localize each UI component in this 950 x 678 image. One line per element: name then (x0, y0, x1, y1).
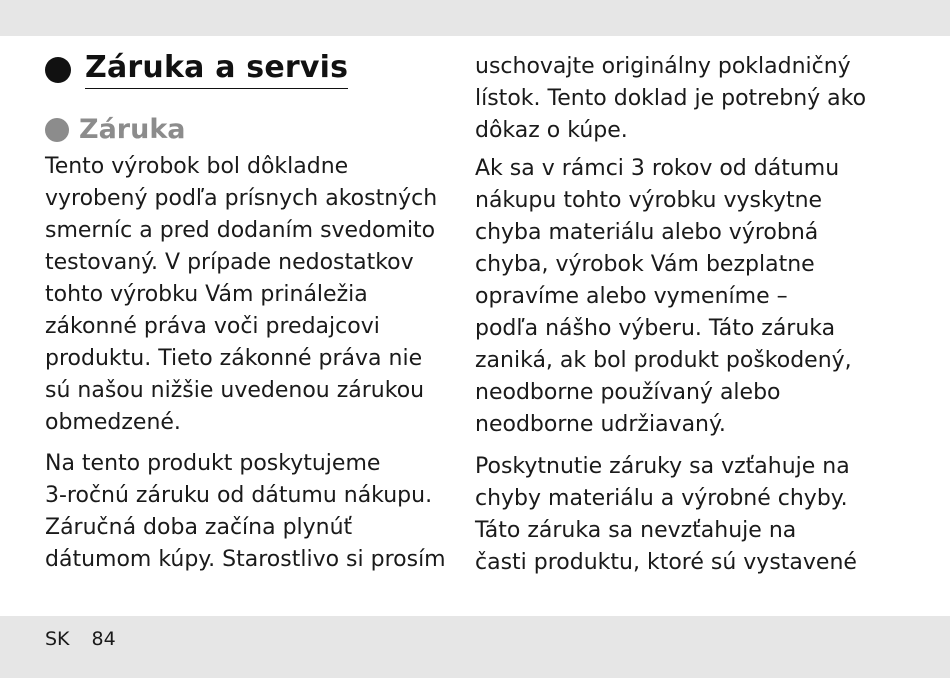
footer-language: SK (45, 628, 70, 650)
section-title: Záruka a servis (85, 50, 348, 89)
right-paragraph-2 (475, 153, 852, 441)
section-heading (45, 50, 348, 89)
left-paragraph-1 (45, 151, 437, 439)
text-line: opravíme alebo vymeníme – (475, 284, 788, 309)
text-line: obmedzené. (45, 410, 181, 435)
text-line: chyby materiálu a výrobné chyby. (475, 486, 848, 511)
left-paragraph-2 (45, 448, 446, 576)
text-line: podľa nášho výberu. Táto záruka (475, 316, 836, 341)
text-line: sú našou nižšie uvedenou zárukou (45, 378, 425, 403)
right-paragraph-1 (475, 51, 866, 147)
text-line: Ak sa v rámci 3 rokov od dátumu (475, 156, 840, 181)
subheading-bullet-icon (45, 118, 69, 142)
text-line: testovaný. V prípade nedostatkov (45, 250, 414, 275)
right-paragraph-3 (475, 451, 857, 579)
text-line: dôkaz o kúpe. (475, 118, 628, 143)
text-line: dátumom kúpy. Starostlivo si prosím (45, 547, 446, 572)
text-line: Tento výrobok bol dôkladne (45, 154, 349, 179)
text-line: smerníc a pred dodaním svedomito (45, 218, 436, 243)
text-line: zákonné práva voči predajcovi (45, 314, 380, 339)
text-line: chyba, výrobok Vám bezplatne (475, 252, 815, 277)
text-line: Táto záruka sa nevzťahuje na (475, 518, 797, 543)
text-line: časti produktu, ktoré sú vystavené (475, 550, 857, 575)
text-line: tohto výrobku Vám prináležia (45, 282, 368, 307)
text-line: produktu. Tieto zákonné práva nie (45, 346, 423, 371)
subsection-heading (45, 114, 186, 145)
page-footer (45, 628, 116, 650)
text-line: zaniká, ak bol produkt poškodený, (475, 348, 852, 373)
text-line: chyba materiálu alebo výrobná (475, 220, 819, 245)
text-line: vyrobený podľa prísnych akostných (45, 186, 438, 211)
text-line: lístok. Tento doklad je potrebný ako (475, 86, 867, 111)
text-line: Poskytnutie záruky sa vzťahuje na (475, 454, 850, 479)
text-line: Na tento produkt poskytujeme (45, 451, 381, 476)
heading-bullet-icon (45, 57, 71, 83)
subsection-title: Záruka (79, 114, 186, 145)
top-margin-band (0, 0, 950, 36)
text-line: neodborne používaný alebo (475, 380, 781, 405)
text-line: 3-ročnú záruku od dátumu nákupu. (45, 483, 433, 508)
text-line: nákupu tohto výrobku vyskytne (475, 188, 823, 213)
footer-page-number: 84 (91, 628, 116, 650)
text-line: Záručná doba začína plynúť (45, 515, 353, 540)
text-line: uschovajte originálny pokladničný (475, 54, 851, 79)
footer-band (0, 616, 950, 678)
text-line: neodborne udržiavaný. (475, 412, 726, 437)
